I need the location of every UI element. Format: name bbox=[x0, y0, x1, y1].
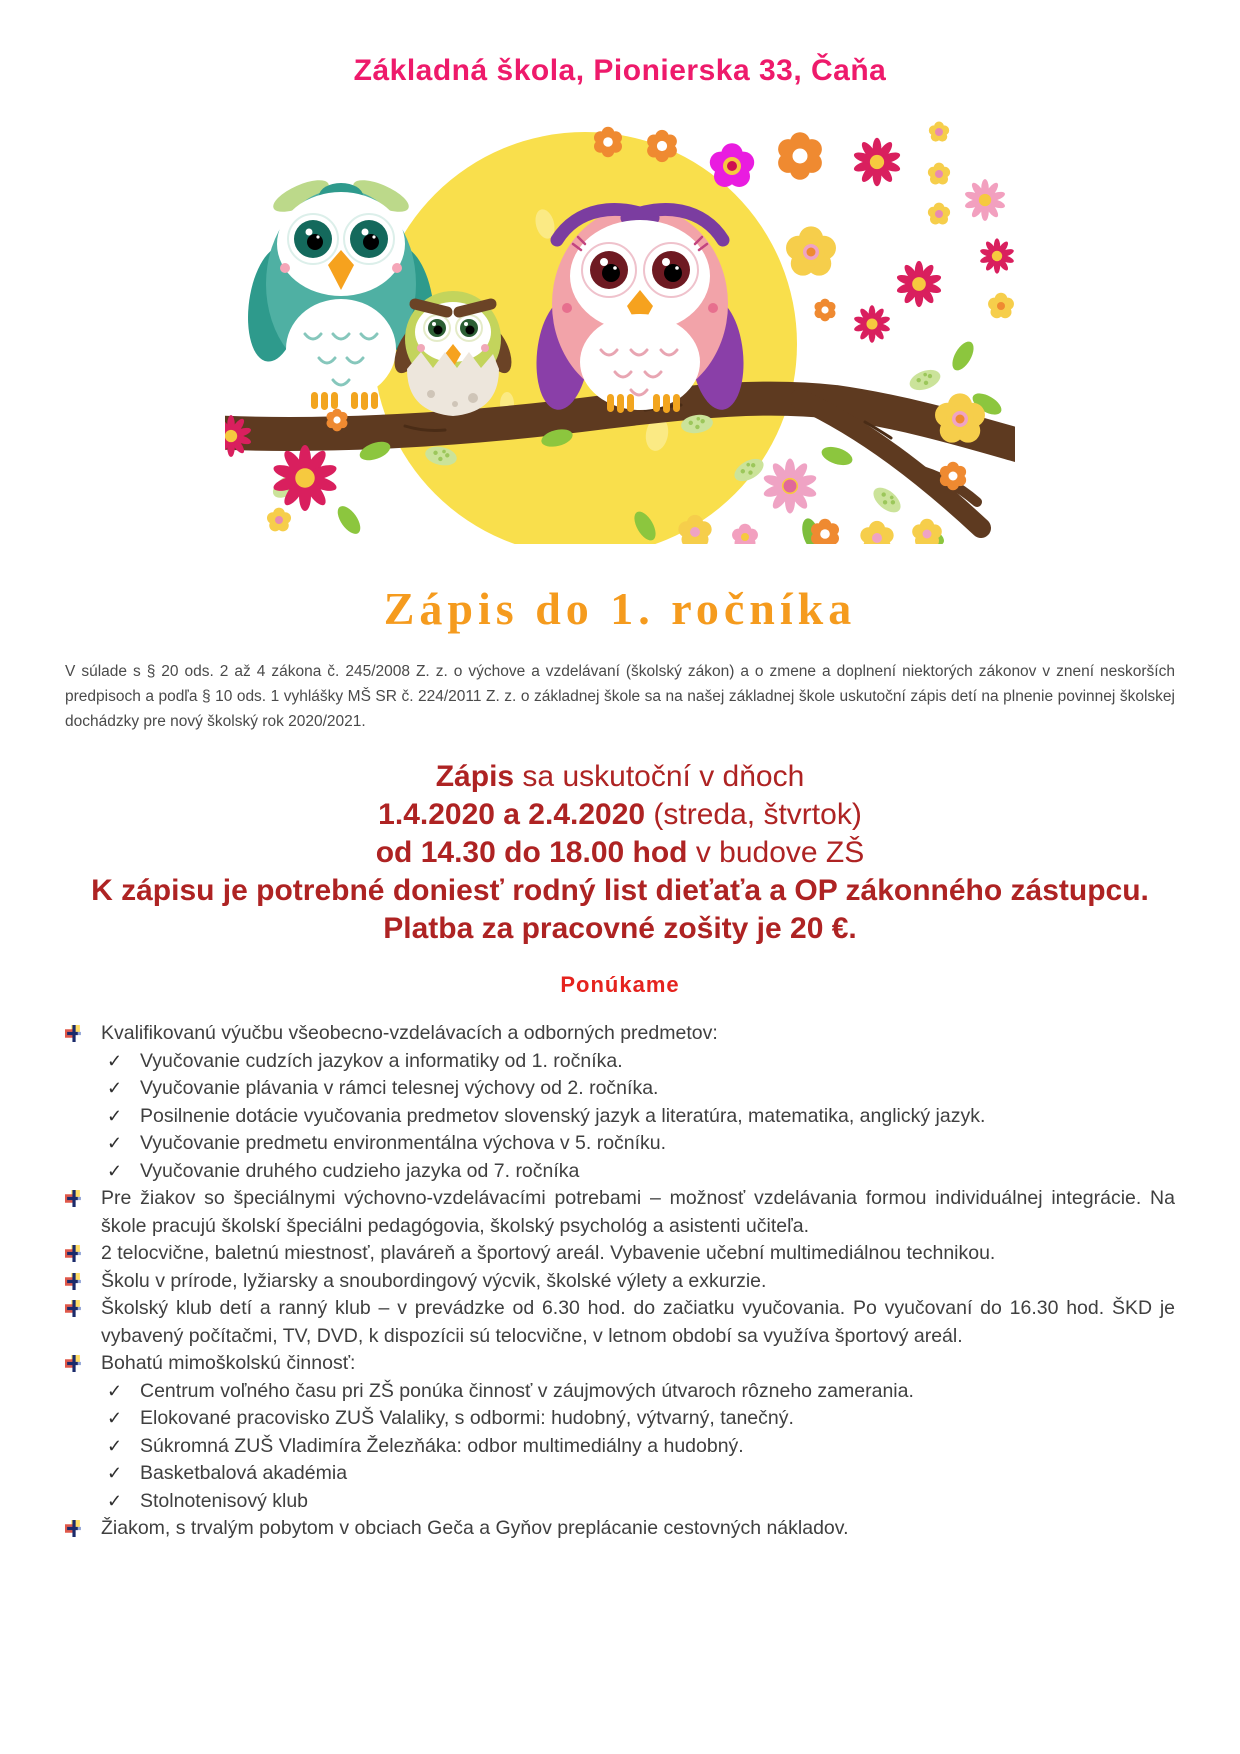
check-item bbox=[65, 1075, 1175, 1103]
down-arrow-bullet-icon bbox=[65, 1268, 101, 1290]
check-item bbox=[65, 1130, 1175, 1158]
check-item bbox=[65, 1048, 1175, 1076]
down-arrow-bullet-icon bbox=[65, 1185, 101, 1207]
announcement-line-2 bbox=[0, 796, 1240, 834]
check-item bbox=[65, 1158, 1175, 1186]
check-text: Vyučovanie plávania v rámci telesnej výchovy od 2. ročníka. bbox=[140, 1077, 659, 1099]
check-icon: ✓ bbox=[107, 1435, 123, 1456]
owls-illustration bbox=[225, 104, 1015, 544]
bullet-item bbox=[65, 1185, 1175, 1240]
check-text: Elokované pracovisko ZUŠ Valaliky, s odbormi: hudobný, výtvarný, tanečný. bbox=[140, 1407, 794, 1429]
bullet-text: Žiakom, s trvalým pobytom v obciach Geča a Gyňov preplácanie cestovných nákladov. bbox=[101, 1517, 849, 1539]
announcement-block bbox=[0, 758, 1240, 948]
offer-title: Ponúkame bbox=[560, 972, 680, 997]
announcement-line-4: K zápisu je potrebné doniesť rodný list dieťaťa a OP zákonného zástupcu. bbox=[91, 874, 1149, 907]
check-text: Vyučovanie predmetu environmentálna výchova v 5. ročníku. bbox=[140, 1132, 667, 1154]
announcement-line-3 bbox=[0, 834, 1240, 872]
page-title: Základná škola, Pionierska 33, Čaňa bbox=[353, 54, 887, 87]
check-text: Vyučovanie druhého cudzieho jazyka od 7. ročníka bbox=[140, 1159, 580, 1182]
check-icon: ✓ bbox=[107, 1160, 123, 1181]
check-text: Basketbalová akadémia bbox=[140, 1462, 348, 1484]
bullet-text: Školu v prírode, lyžiarsky a snoubordingový výcvik, školské výlety a exkurzie. bbox=[101, 1269, 767, 1292]
main-heading: Zápis do 1. ročníka bbox=[383, 583, 857, 634]
offer-list bbox=[65, 1020, 1175, 1543]
pink-owl bbox=[531, 206, 748, 413]
check-item bbox=[65, 1103, 1175, 1131]
down-arrow-bullet-icon bbox=[65, 1240, 101, 1262]
bullet-text: 2 telocvične, baletnú miestnosť, plaváreň a športový areál. Vybavenie učební multimediálnou technikou. bbox=[101, 1242, 996, 1264]
check-icon: ✓ bbox=[107, 1105, 123, 1126]
owl-family-illustration-svg bbox=[225, 104, 1015, 544]
intro-paragraph: V súlade s § 20 ods. 2 až 4 zákona č. 245/2008 Z. z. o výchove a vzdelávaní (školský zákon) a o zmene a doplnení niektorých zákonov v znení neskorších predpisoch a podľa § 10 ods. 1 vyhlášky MŠ SR č. 224/2011 Z. z. o základnej škole sa na našej základnej škole uskutoční zápis detí na plnenie povinnej školskej dochádzky pre nový školský rok 2020/2021. bbox=[65, 663, 1175, 730]
check-text: Vyučovanie cudzích jazykov a informatiky od 1. ročníka. bbox=[140, 1049, 623, 1072]
announcement-line-2-bold: 1.4.2020 a 2.4.2020 bbox=[378, 798, 646, 831]
bullet-item bbox=[65, 1020, 1175, 1048]
check-icon: ✓ bbox=[107, 1380, 123, 1401]
check-item bbox=[65, 1488, 1175, 1516]
check-item bbox=[65, 1460, 1175, 1488]
check-text: Stolnotenisový klub bbox=[140, 1489, 309, 1512]
check-icon: ✓ bbox=[107, 1078, 123, 1098]
announcement-line-5: Platba za pracovné zošity je 20 €. bbox=[383, 912, 857, 945]
down-arrow-bullet-icon bbox=[65, 1350, 101, 1372]
check-item bbox=[65, 1378, 1175, 1406]
check-text: Centrum voľného času pri ZŠ ponúka činnosť v záujmových útvaroch rôzneho zamerania. bbox=[140, 1379, 914, 1402]
check-icon: ✓ bbox=[107, 1133, 123, 1153]
announcement-line-1-rest: sa uskutoční v dňoch bbox=[514, 760, 805, 793]
down-arrow-bullet-icon bbox=[65, 1515, 101, 1537]
bullet-item bbox=[65, 1295, 1175, 1350]
check-text: Posilnenie dotácie vyučovania predmetov slovenský jazyk a literatúra, matematika, anglický jazyk. bbox=[140, 1104, 986, 1127]
check-icon: ✓ bbox=[107, 1050, 123, 1071]
announcement-line-3-rest: v budove ZŠ bbox=[687, 836, 865, 869]
check-icon: ✓ bbox=[107, 1490, 123, 1511]
announcement-line-2-rest: (streda, štvrtok) bbox=[645, 798, 862, 831]
check-item bbox=[65, 1405, 1175, 1433]
down-arrow-bullet-icon bbox=[65, 1020, 101, 1042]
down-arrow-bullet-icon bbox=[65, 1295, 101, 1317]
check-icon: ✓ bbox=[107, 1463, 123, 1483]
bullet-item bbox=[65, 1240, 1175, 1268]
check-icon: ✓ bbox=[107, 1408, 123, 1428]
announcement-line-3-bold: od 14.30 do 18.00 hod bbox=[375, 836, 688, 869]
announcement-line-1 bbox=[0, 758, 1240, 796]
bullet-item bbox=[65, 1350, 1175, 1378]
bullet-text: Kvalifikovanú výučbu všeobecno-vzdelávacích a odborných predmetov: bbox=[101, 1022, 718, 1044]
check-item bbox=[65, 1433, 1175, 1461]
check-text: Súkromná ZUŠ Vladimíra Železňáka: odbor multimediálny a hudobný. bbox=[140, 1434, 744, 1457]
bullet-text: Školský klub detí a ranný klub – v prevádzke od 6.30 hod. do začiatku vyučovania. Po vyučovaní do 16.30 hod. ŠKD je vybavený počítačmi, TV, DVD, k dispozícii sú telocvične, v letnom období sa využíva športový areál. bbox=[101, 1297, 1175, 1347]
bullet-item bbox=[65, 1268, 1175, 1296]
bullet-text: Pre žiakov so špeciálnymi výchovno-vzdelávacími potrebami – možnosť vzdelávania formou individuálnej integrácie. Na škole pracujú školskí špeciálni pedagógovia, školský psychológ a asistenti učiteľa. bbox=[101, 1187, 1175, 1237]
bullet-item bbox=[65, 1515, 1175, 1543]
announcement-line-1-bold: Zápis bbox=[435, 760, 515, 793]
bullet-text: Bohatú mimoškolskú činnosť: bbox=[101, 1352, 356, 1374]
